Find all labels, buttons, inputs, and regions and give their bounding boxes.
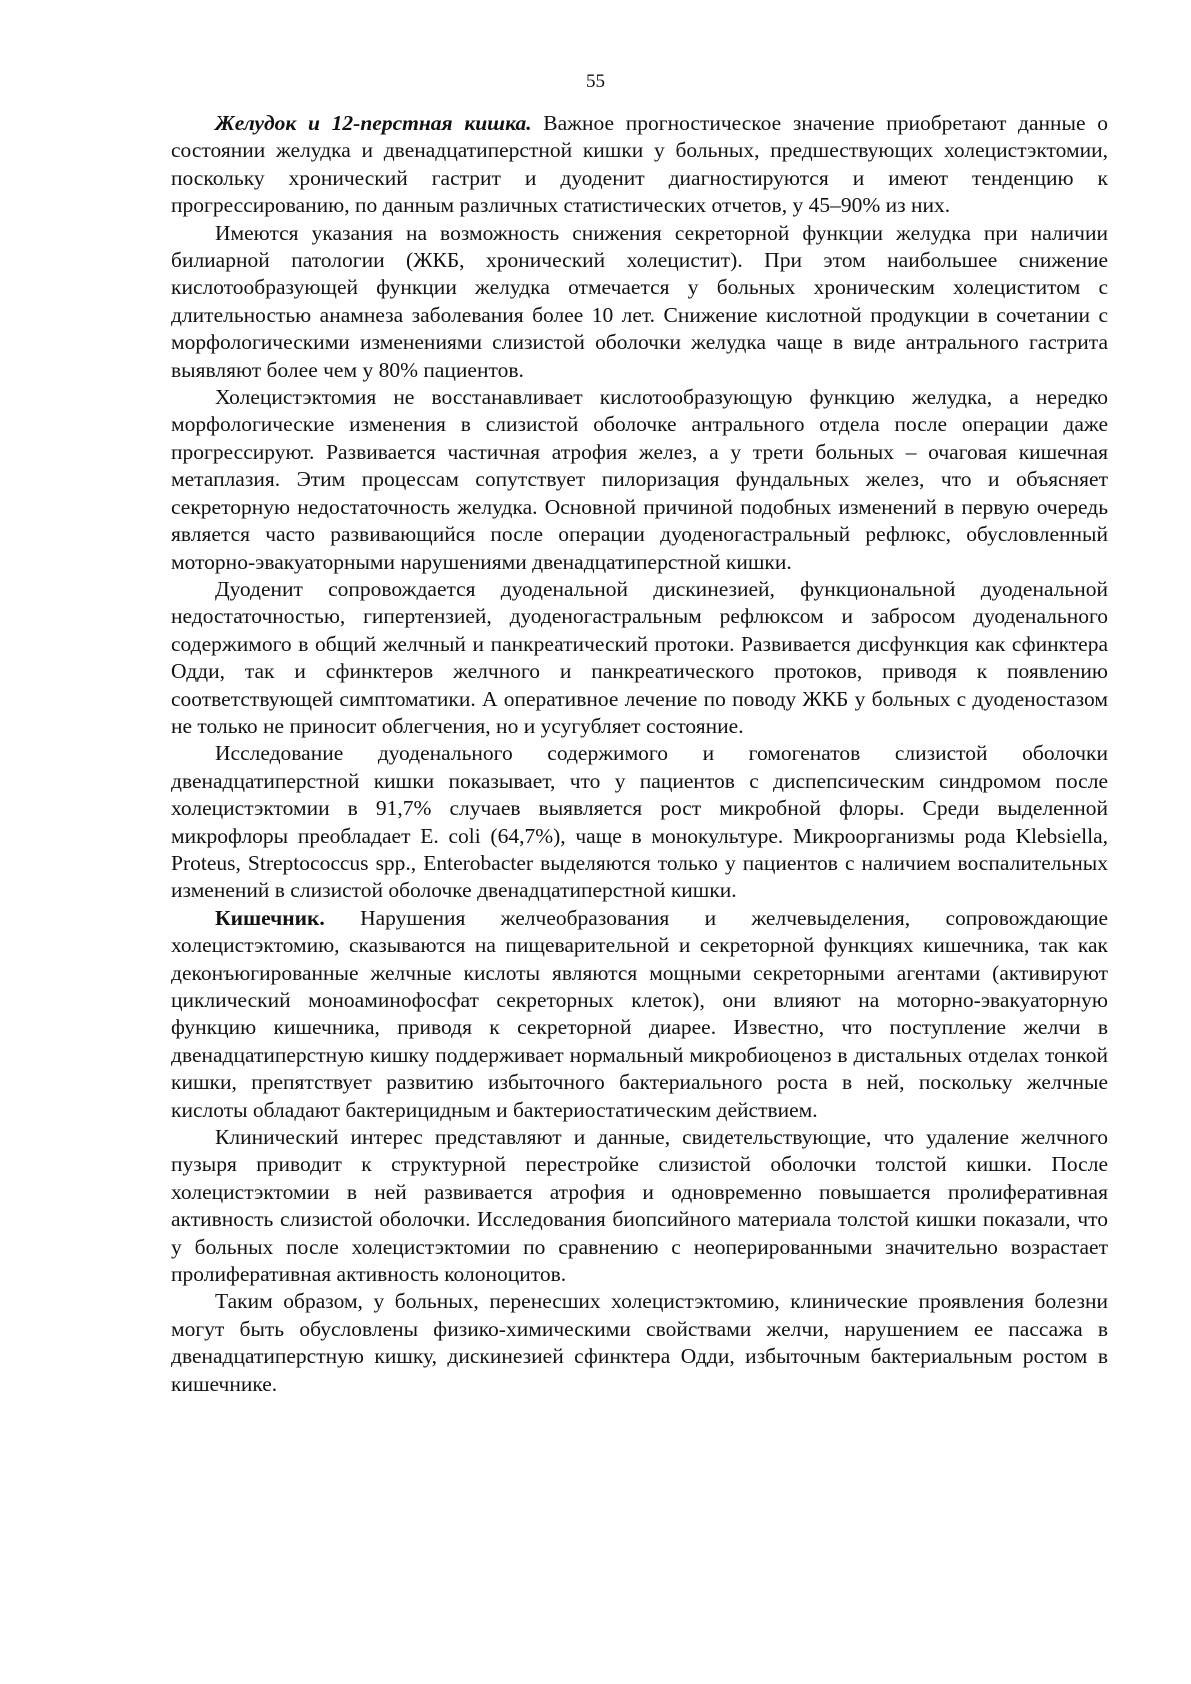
paragraph-cholecystectomy-acid [171, 384, 1108, 576]
paragraph-duodenal-contents [171, 740, 1108, 904]
paragraph-text: Клинический интерес представляют и данные, свидетельствующие, что удаление желчного пузыря приводит к структурной перестройке слизистой оболочки толстой кишки. После холецистэктомии в ней развивается атрофия и одновременно повышается пролиферативная активность слизистой оболочки. Исследования биопсийного материала толстой кишки показали, что у больных после холецистэктомии по сравнению с неоперированными значительно возрастает пролиферативная активность колоноцитов. [171, 1125, 1108, 1287]
section-heading-intestine: Кишечник. [215, 905, 325, 930]
paragraph-text: Важное прогностическое значение приобретают данные о состоянии желудка и двенадцатиперстной кишки у больных, предшествующих холецистэктомии, поскольку хронический гастрит и дуоденит диагностируются и имеют тенденцию к прогрессированию, по данным различных статистических отчетов, у 45–90% из них. [171, 111, 1108, 218]
paragraph-conclusion [171, 1288, 1108, 1398]
paragraph-stomach-duodenum [171, 110, 1108, 220]
paragraph-secretory-function [171, 220, 1108, 384]
paragraph-text: Исследование дуоденального содержимого и гомогенатов слизистой оболочки двенадцатиперстной кишки показывает, что у пациентов с диспепсическим синдромом после холецистэктомии в 91,7% случаев выявляется рост микробной флоры. Среди выделенной микрофлоры преобладает E. coli (64,7%), чаще в монокультуре. Микроорганизмы рода Klebsiella, Proteus, Streptococcus spp., Enterobacter выделяются только у пациентов с наличием воспалительных изменений в слизистой оболочке двенадцатиперстной кишки. [171, 741, 1108, 903]
body-text [171, 110, 1108, 1398]
paragraph-text: Нарушения желчеобразования и желчевыделения, сопровождающие холецистэктомию, сказываются на пищеварительной и секреторной функциях кишечника, так как деконъюгированные желчные кислоты являются мощными секреторными агентами (активируют циклический моноаминофосфат секреторных клеток), они влияют на моторно-эвакуаторную функцию кишечника, приводя к секреторной диарее. Известно, что поступление желчи в двенадцатиперстную кишку поддерживает нормальный микробиоценоз в дистальных отделах тонкой кишки, препятствует развитию избыточного бактериального роста в ней, поскольку желчные кислоты обладают бактерицидным и бактериостатическим действием. [171, 905, 1108, 1122]
paragraph-text: Имеются указания на возможность снижения секреторной функции желудка при наличии билиарной патологии (ЖКБ, хронический холецистит). При этом наибольшее снижение кислотообразующей функции желудка отмечается у больных хроническим холециститом с длительностью анамнеза заболевания более 10 лет. Снижение кислотной продукции в сочетании с морфологическими изменениями слизистой оболочки желудка чаще в виде антрального гастрита выявляют более чем у 80% пациентов. [171, 220, 1108, 382]
paragraph-text: Холецистэктомия не восстанавливает кислотообразующую функцию желудка, а нередко морфологические изменения в слизистой оболочке антрального отдела после операции даже прогрессируют. Развивается частичная атрофия желез, а у трети больных – очаговая кишечная метаплазия. Этим процессам сопутствует пилоризация фундальных желез, что и объясняет секреторную недостаточность желудка. Основной причиной подобных изменений в первую очередь является часто развивающийся после операции дуоденогастральный рефлюкс, обусловленный моторно-эвакуаторными нарушениями двенадцатиперстной кишки. [171, 385, 1108, 574]
page-number: 55 [586, 71, 605, 92]
paragraph-text: Таким образом, у больных, перенесших холецистэктомию, клинические проявления болезни могут быть обусловлены физико-химическими свойствами желчи, нарушением ее пассажа в двенадцатиперстную кишку, дискинезией сфинктера Одди, избыточным бактериальным ростом в кишечнике. [171, 1289, 1108, 1396]
paragraph-colon-mucosa [171, 1124, 1108, 1288]
paragraph-duodenitis [171, 576, 1108, 740]
paragraph-intestine [171, 905, 1108, 1124]
section-heading-stomach-duodenum: Желудок и 12-перстная кишка. [215, 111, 532, 135]
paragraph-text: Дуоденит сопровождается дуоденальной дискинезией, функциональной дуоденальной недостаточностью, гипертензией, дуоденогастральным рефлюксом и забросом дуоденального содержимого в общий желчный и панкреатический протоки. Развивается дисфункция как сфинктера Одди, так и сфинктеров желчного и панкреатического протоков, приводя к появлению соответствующей симптоматики. А оперативное лечение по поводу ЖКБ у больных с дуоденостазом не только не приносит облегчения, но и усугубляет состояние. [171, 576, 1108, 738]
